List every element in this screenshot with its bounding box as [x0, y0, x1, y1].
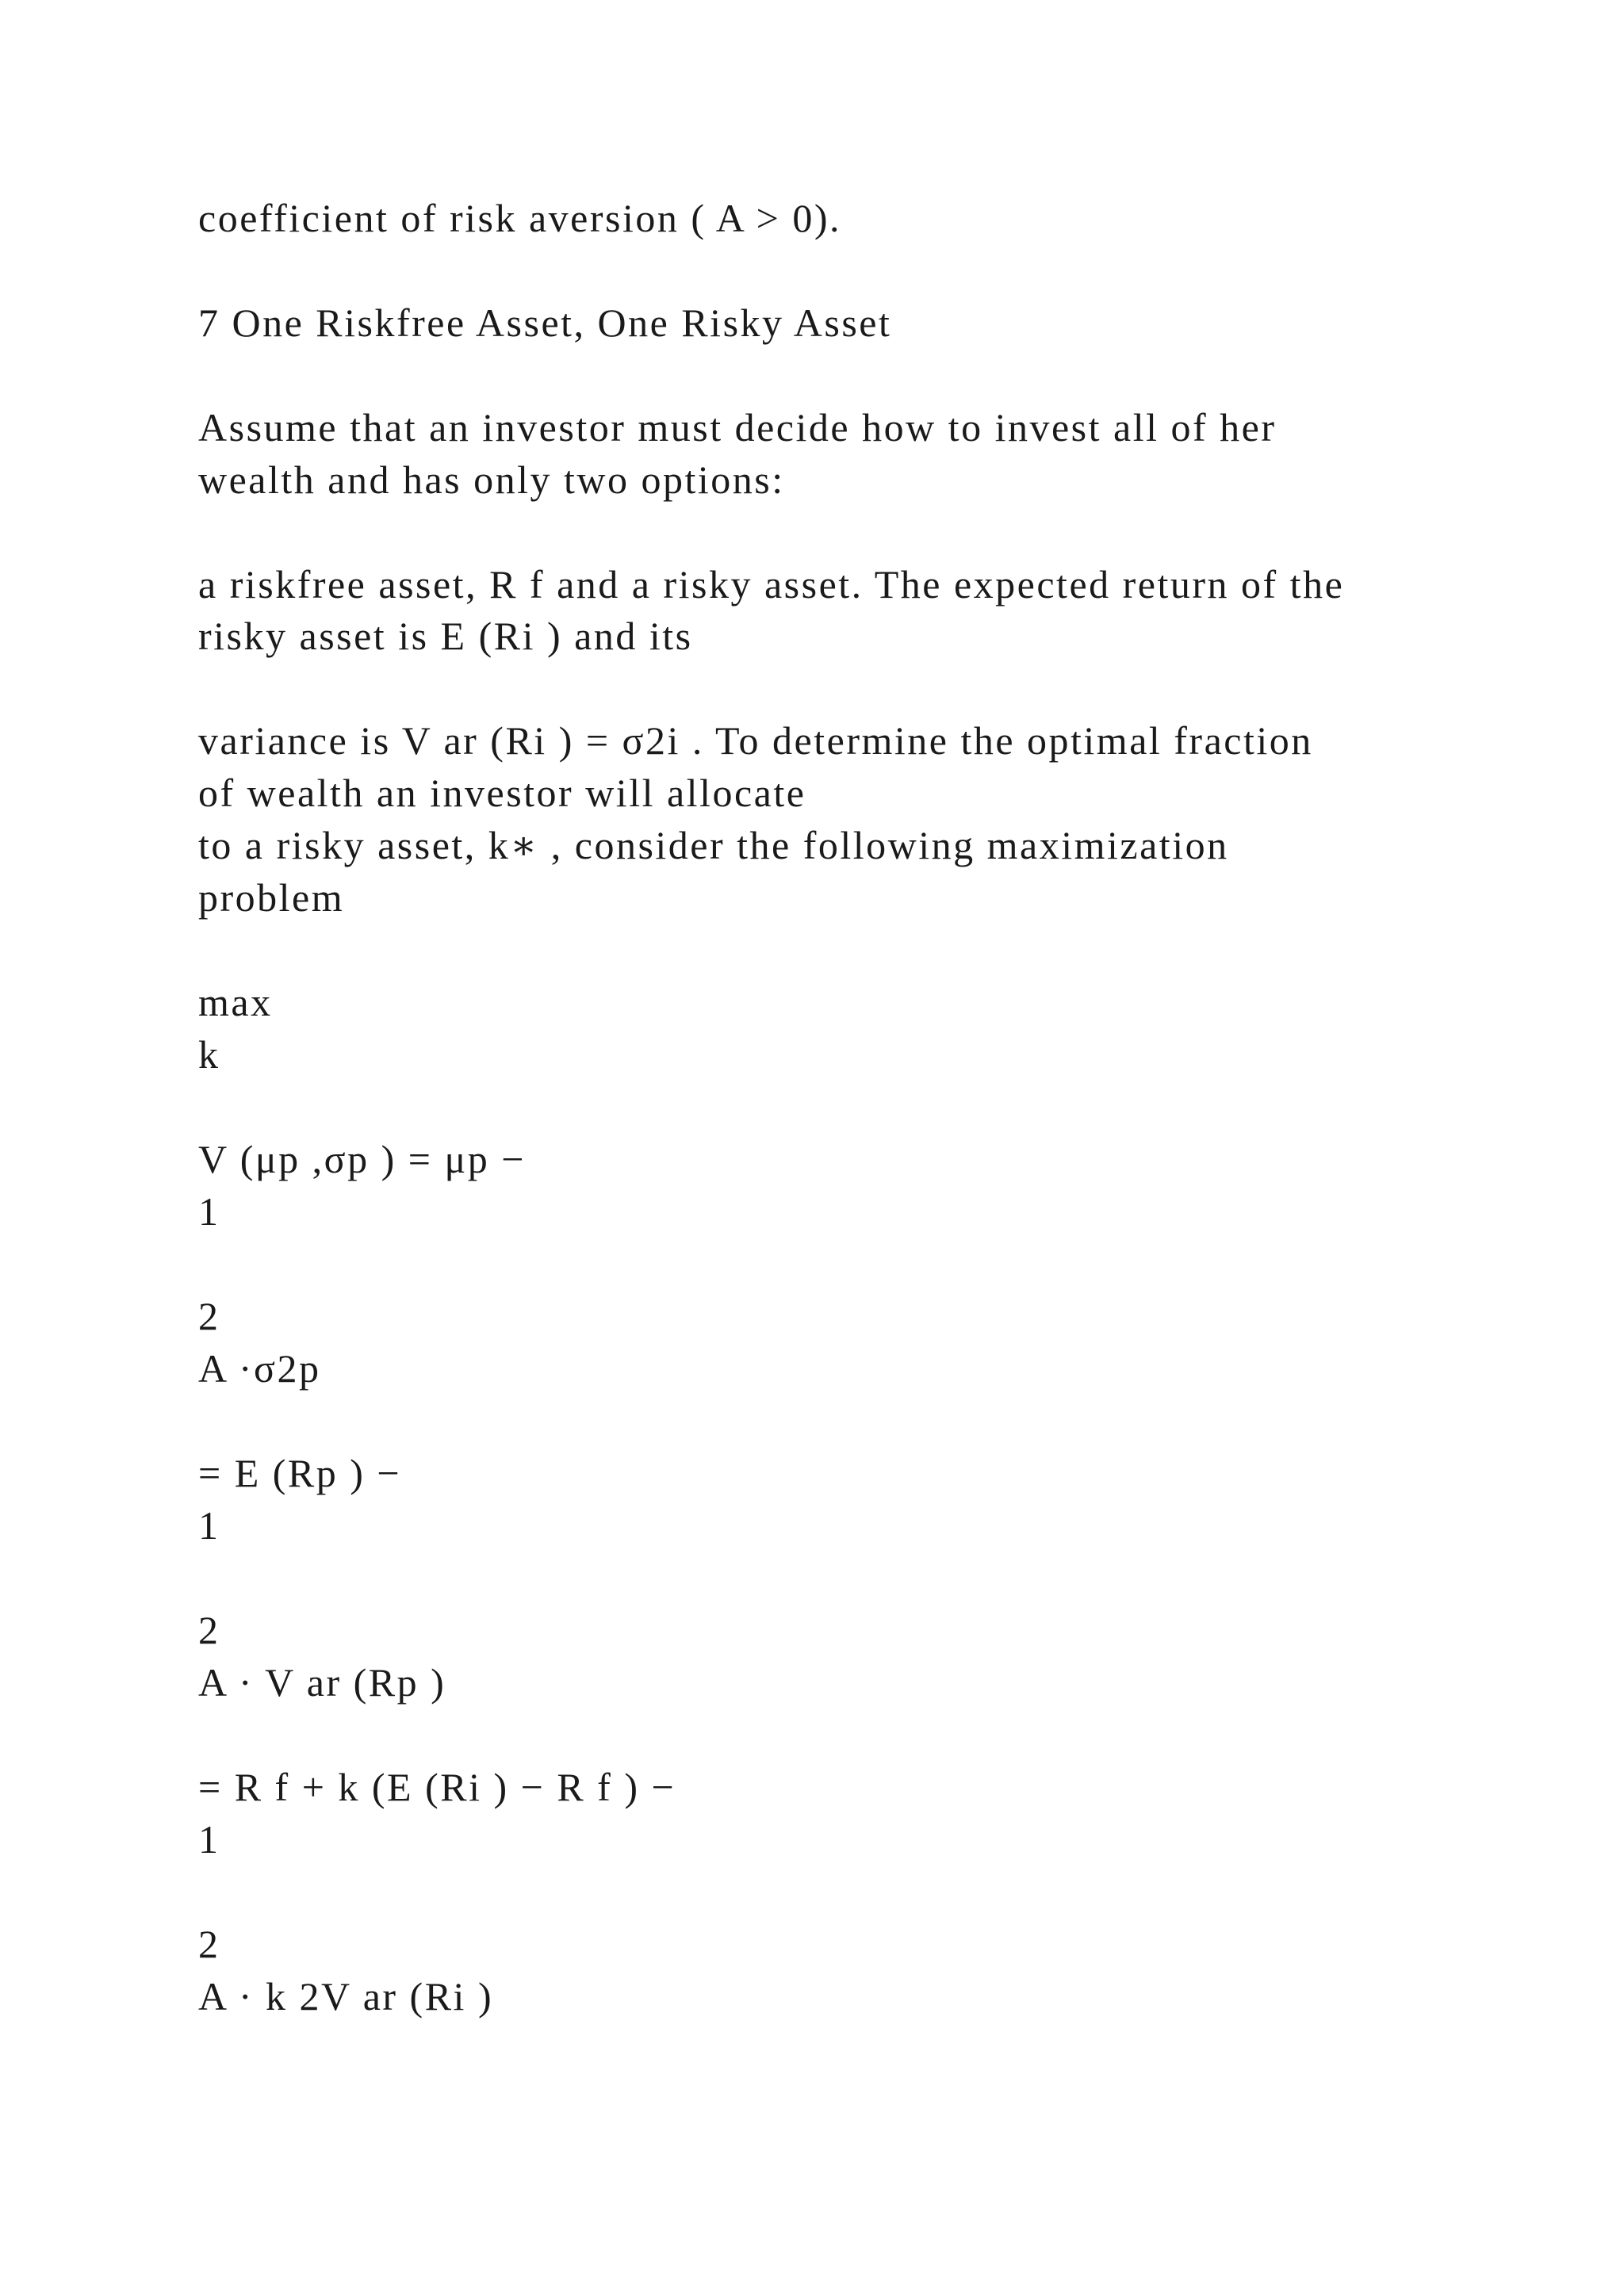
section-heading: 7 One Riskfree Asset, One Risky Asset: [198, 300, 892, 345]
text-line: to a risky asset, k∗ , consider the following maximization: [198, 823, 1229, 867]
equation-line: A · k 2V ar (Ri ): [198, 1974, 494, 2019]
text-line: wealth and has only two options:: [198, 457, 785, 502]
equation-line: max: [198, 980, 273, 1024]
equation-line: 1: [198, 1503, 220, 1548]
equation-line: 2: [198, 1922, 220, 1966]
text-line: variance is V ar (Ri ) = σ2i . To determine the optimal fraction: [198, 718, 1313, 763]
equation-line: 1: [198, 1189, 220, 1234]
equation-line: 2: [198, 1294, 220, 1338]
equation-line: 2: [198, 1608, 220, 1652]
equation-line: = E (Rp ) −: [198, 1451, 402, 1495]
equation-line: A ·σ2p: [198, 1346, 321, 1391]
equation-line: V (μp ,σp ) = μp −: [198, 1137, 526, 1181]
text-line: coefficient of risk aversion ( A > 0).: [198, 196, 841, 240]
equation-line: 1: [198, 1817, 220, 1862]
text-line: a riskfree asset, R f and a risky asset. The expected return of the: [198, 562, 1345, 607]
equation-line: = R f + k (E (Ri ) − R f ) −: [198, 1765, 676, 1809]
text-line: risky asset is E (Ri ) and its: [198, 614, 693, 658]
text-line: of wealth an investor will allocate: [198, 771, 806, 815]
equation-line: A · V ar (Rp ): [198, 1660, 446, 1705]
text-line: problem: [198, 875, 345, 920]
text-line: Assume that an investor must decide how to invest all of her: [198, 405, 1277, 450]
equation-line: k: [198, 1032, 220, 1077]
